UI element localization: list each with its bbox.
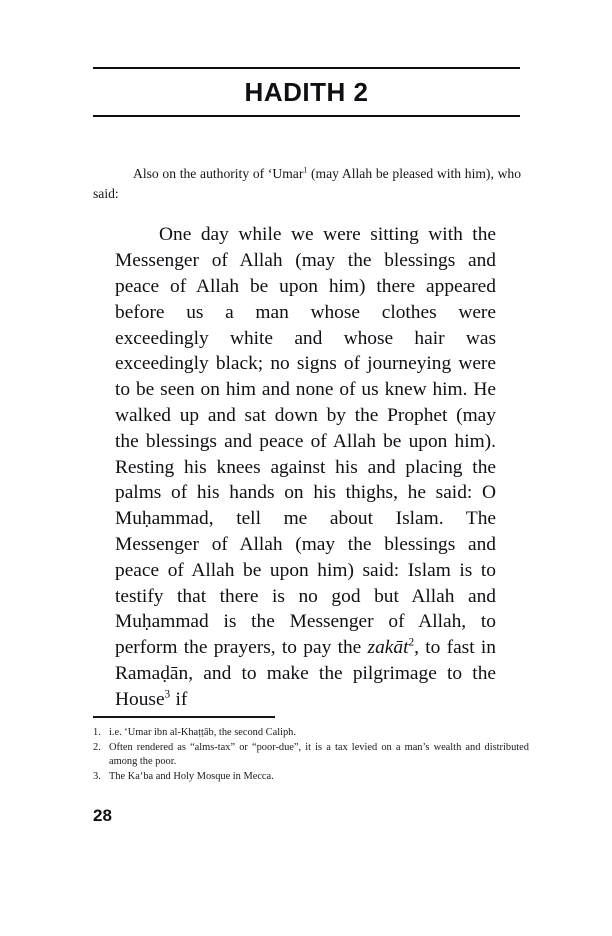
page-title: HADITH 2	[244, 77, 369, 107]
term-zakat: zakāt	[367, 637, 409, 659]
footnote-text: Often rendered as “alms-tax” or “poor-due”, it is a tax levied on a man’s wealth and distributed among the poor.	[109, 741, 529, 768]
footnote-item	[93, 726, 529, 741]
hadith-narration	[115, 222, 496, 712]
narration-trailing-word: if	[170, 688, 188, 710]
narration-text-part-2: , to fast in Ramaḍān, and to make the pilgrimage to the House	[115, 637, 496, 710]
footnote-marker-3: 3	[164, 688, 171, 701]
footnote-marker-2: 2	[408, 636, 415, 649]
intro-paragraph	[93, 164, 521, 204]
footnote-marker-1: 1	[303, 165, 308, 175]
narration-text-part-1: One day while we were sitting with the Messenger of Allah (may the blessings and peace of Allah be upon him) there appeared before us a man whose clothes were exceedingly white and whose hair was exceedingly black; no signs of journeying were to be seen on him and none of us knew him. He walked up and sat down by the Prophet (may the blessings and peace of Allah be upon him). Resting his knees against his and placing the palms of his hands on his thighs, he said: O Muḥammad, tell me about Islam. The Messenger of Allah (may the blessings and peace of Allah be upon him) said: Islam is to testify that there is no god but Allah and Muḥammad is the Messenger of Allah, to perform the prayers, to pay the	[115, 224, 496, 659]
intro-text-before-footnote-marker: Also on the authority of ‘Umar	[133, 165, 304, 181]
footnote-text: i.e. ‘Umar ibn al-Khaṭṭāb, the second Caliph.	[109, 727, 296, 738]
footnote-item	[93, 741, 529, 770]
footnote-list	[93, 726, 529, 784]
footnote-text: The Ka‘ba and Holy Mosque in Mecca.	[109, 770, 274, 782]
footnote-number: 3.	[93, 770, 101, 782]
heading-rule-bottom	[93, 115, 520, 117]
page-number: 28	[93, 806, 112, 825]
footnote-number: 2.	[93, 741, 101, 753]
footnote-item	[93, 770, 529, 785]
heading-rule-top	[93, 67, 520, 69]
footnote-separator-rule	[93, 716, 275, 718]
intro-text-after-footnote-marker: (may Allah be pleased with him), who said:	[93, 165, 521, 201]
footnote-number: 1.	[93, 727, 101, 738]
